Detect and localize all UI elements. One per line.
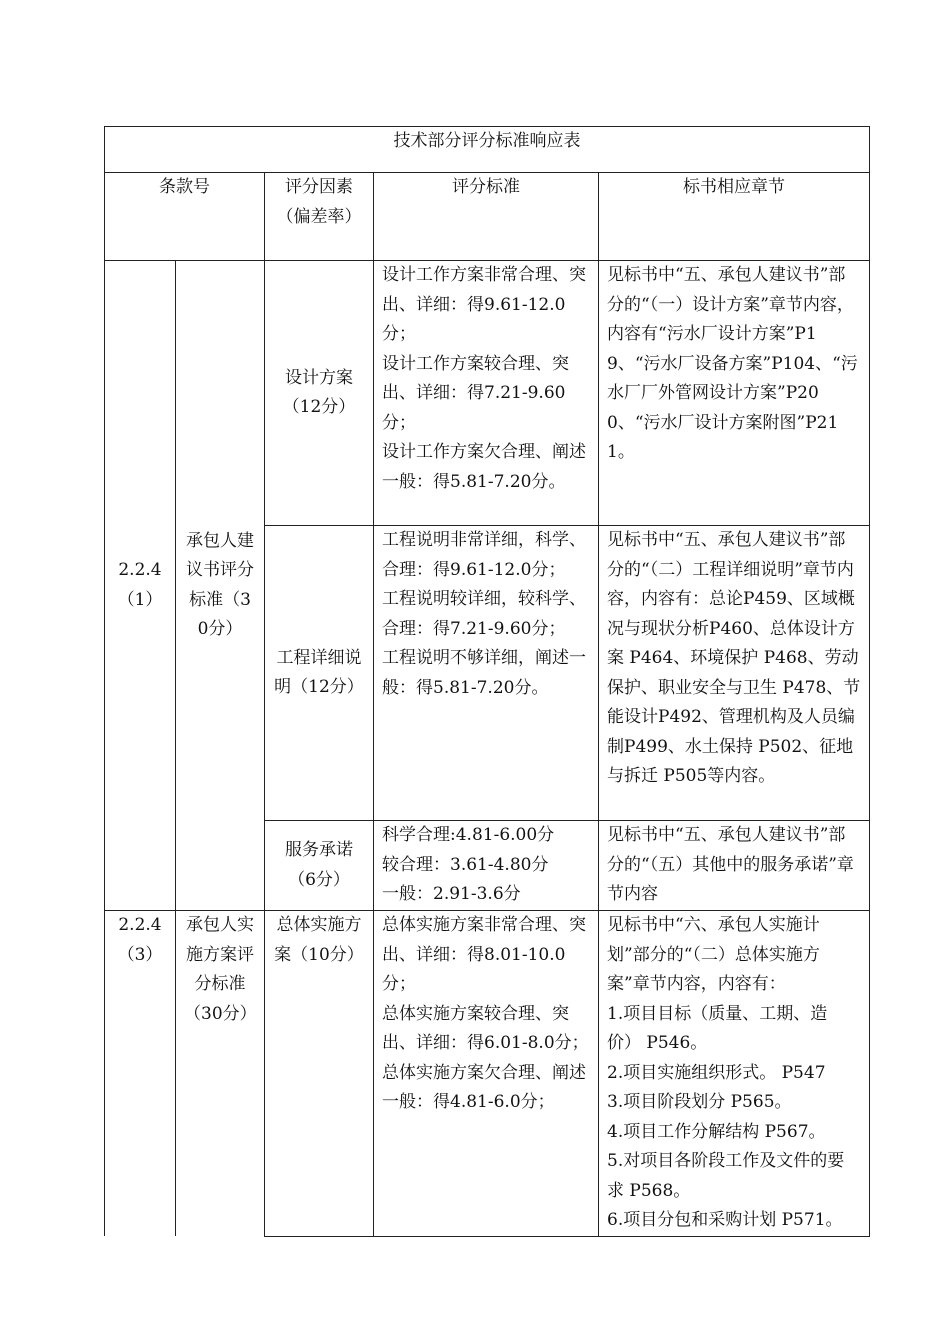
factor-cell: 工程详细说明（12分） [265,526,374,821]
table-title-row [105,127,870,173]
standard-line: 设计工作方案非常合理、突出、详细：得9.61-12.0分； [382,265,586,344]
scoring-response-table [104,126,870,1237]
section-cell: 见标书中“五、承包人建议书”部分的“（一）设计方案”章节内容，内容有“污水厂设计方案”P19、“污水厂设备方案”P104、“污水厂厂外管网设计方案”P200、“污水厂设计方案附图”P211。 [599,261,870,526]
factor-cell: 总体实施方案（10分） [265,911,374,1237]
section-item: 3.项目阶段划分 P565。 [607,1092,792,1112]
standard-line: 工程说明较详细，较科学、合理：得7.21-9.60分； [382,589,586,639]
section-item: 1.项目目标（质量、工期、造价） P546。 [607,1003,828,1053]
header-standard: 评分标准 [374,173,599,261]
standard-line: 总体实施方案非常合理、突出、详细：得8.01-10.0分； [382,915,586,994]
standard-cell [374,261,599,526]
section-item: 4.项目工作分解结构 P567。 [607,1121,826,1142]
header-factor: 评分因素（偏差率） [265,173,374,261]
standard-cell [374,821,599,911]
factor-cell: 设计方案（12分） [265,261,374,526]
section-cell [599,911,870,1237]
table-header-row [105,173,870,261]
section-cell: 见标书中“五、承包人建议书”部分的“（五）其他中的服务承诺”章节内容 [599,821,870,911]
table-row [105,261,870,526]
standard-line: 一般：2.91-3.6分 [382,884,521,904]
table-title: 技术部分评分标准响应表 [105,127,870,173]
standard-cell [374,911,599,1237]
standard-line: 工程说明非常详细，科学、合理：得9.61-12.0分； [382,530,586,580]
standard-line: 工程说明不够详细，阐述一般：得5.81-7.20分。 [382,648,586,698]
standard-line: 设计工作方案较合理、突出、详细：得7.21-9.60分； [382,353,569,433]
section-cell: 见标书中“五、承包人建议书”部分的“（二）工程详细说明”章节内容，内容有：总论P459、区域概况与现状分析P460、总体设计方案 P464、环境保护 P468、劳动保护、职业安全与卫生 P478、节能设计P492、管理机构及人员编制P499、水土保持 P502、征地与拆迁 P505等内容。 [599,526,870,821]
standard-cell [374,526,599,821]
standard-line: 较合理：3.61-4.80分 [382,854,549,875]
clause-number: 2.2.4（3） [105,911,176,1237]
section-item: 2.项目实施组织形式。 P547 [607,1062,826,1083]
standard-line: 总体实施方案较合理、突出、详细：得6.01-8.0分； [382,1003,589,1053]
category-cell: 承包人实施方案评分标准（30分） [176,911,265,1237]
table-row [105,911,870,1237]
clause-number: 2.2.4（1） [105,261,176,911]
standard-line: 总体实施方案欠合理、阐述一般：得4.81-6.0分； [382,1062,586,1112]
section-intro: 见标书中“六、承包人实施计划”部分的“（二）总体实施方案”章节内容，内容有： [607,915,820,994]
standard-line: 设计工作方案欠合理、阐述一般：得5.81-7.20分。 [382,442,586,492]
standard-line: 科学合理:4.81-6.00分 [382,825,555,845]
category-cell: 承包人建议书评分标准（30分） [176,261,265,911]
section-item: 6.项目分包和采购计划 P571。 [607,1210,843,1230]
section-item: 5.对项目各阶段工作及文件的要求 P568。 [607,1151,845,1201]
header-clause: 条款号 [105,173,265,261]
header-section: 标书相应章节 [599,173,870,261]
factor-cell: 服务承诺（6分） [265,821,374,911]
